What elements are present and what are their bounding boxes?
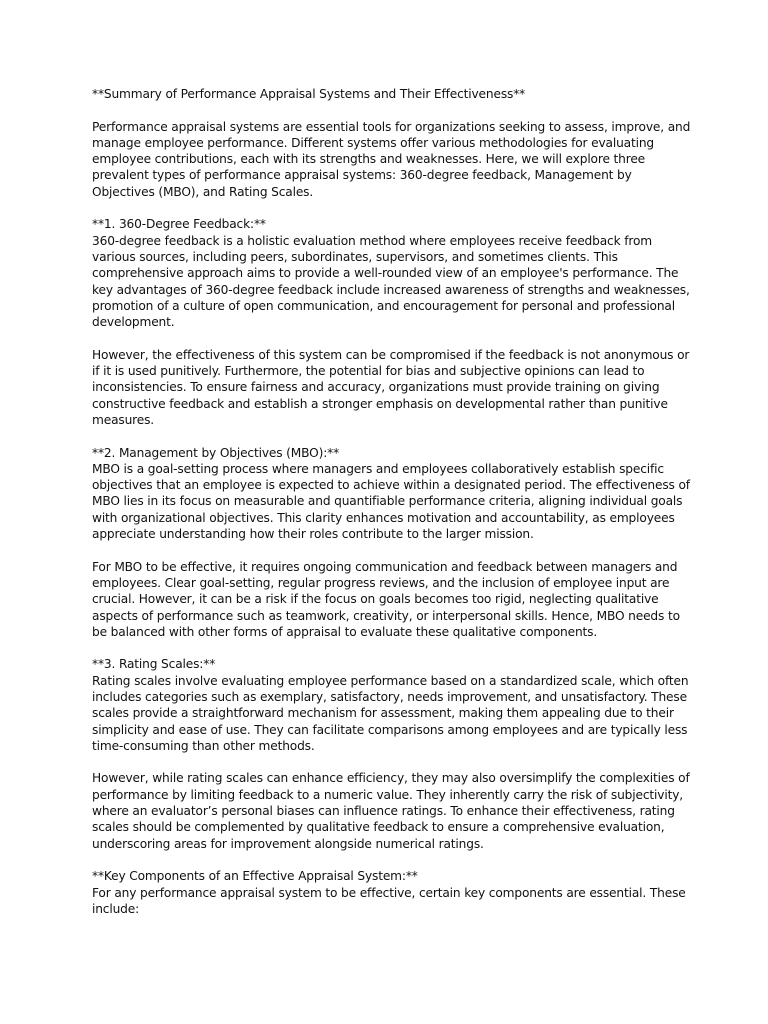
- section-mbo: [92, 445, 692, 641]
- section-heading: **1. 360-Degree Feedback:**: [92, 217, 266, 232]
- section-heading: **3. Rating Scales:**: [92, 657, 216, 672]
- section-360-feedback: [92, 216, 692, 428]
- section-heading: **Key Components of an Effective Appraisal System:**: [92, 869, 418, 884]
- section-key-components: [92, 868, 692, 917]
- document-title: **Summary of Performance Appraisal Systems and Their Effectiveness**: [92, 87, 526, 101]
- document-body: [92, 86, 692, 933]
- section-paragraph: For any performance appraisal system to be effective, certain key components are essential. These include:: [92, 885, 686, 916]
- section-paragraph: For MBO to be effective, it requires ongoing communication and feedback between managers and employees. Clear goal-setting, regular progress reviews, and the inclusion of employee input are crucial. However, it can be a risk if the focus on goals becomes too rigid, neglecting qualitative aspects of performance such as teamwork, creativity, or interpersonal skills. Hence, MBO needs to be balanced with other forms of appraisal to evaluate these qualitative components.: [92, 559, 680, 639]
- section-paragraph: Rating scales involve evaluating employee performance based on a standardized scale, which often includes categories such as exemplary, satisfactory, needs improvement, and unsatisfactory. These scales provide a straightforward mechanism for assessment, making them appealing due to their simplicity and ease of use. They can facilitate comparisons among employees and are typically less time-consuming than other methods.: [92, 673, 689, 753]
- section-heading: **2. Management by Objectives (MBO):**: [92, 445, 340, 460]
- section-rating-scales: [92, 656, 692, 852]
- section-paragraph: 360-degree feedback is a holistic evaluation method where employees receive feedback from various sources, including peers, subordinates, supervisors, and sometimes clients. This comprehensive approach aims to provide a well-rounded view of an employee's performance. The key advantages of 360-degree feedback include increased awareness of strengths and weaknesses, promotion of a culture of open communication, and encouragement for personal and professional development.: [92, 233, 690, 330]
- section-paragraph: However, while rating scales can enhance efficiency, they may also oversimplify the complexities of performance by limiting feedback to a numeric value. They inherently carry the risk of subjectivity, where an evaluator’s personal biases can influence ratings. To enhance their effectiveness, rating scales should be complemented by qualitative feedback to ensure a comprehensive evaluation, underscoring areas for improvement alongside numerical ratings.: [92, 771, 690, 851]
- section-paragraph: However, the effectiveness of this system can be compromised if the feedback is not anonymous or if it is used punitively. Furthermore, the potential for bias and subjective opinions can lead to inconsistencies. To ensure fairness and accuracy, organizations must provide training on giving constructive feedback and establish a stronger emphasis on developmental rather than punitive measures.: [92, 347, 690, 427]
- intro-paragraph: Performance appraisal systems are essential tools for organizations seeking to assess, improve, and manage employee performance. Different systems offer various methodologies for evaluating employee contributions, each with its strengths and weaknesses. Here, we will explore three prevalent types of performance appraisal systems: 360-degree feedback, Management by Objectives (MBO), and Rating Scales.: [92, 119, 691, 199]
- section-paragraph: MBO is a goal-setting process where managers and employees collaboratively establish specific objectives that an employee is expected to achieve within a designated period. The effectiveness of MBO lies in its focus on measurable and quantifiable performance criteria, aligning individual goals with organizational objectives. This clarity enhances motivation and accountability, as employees appreciate understanding how their roles contribute to the larger mission.: [92, 461, 690, 542]
